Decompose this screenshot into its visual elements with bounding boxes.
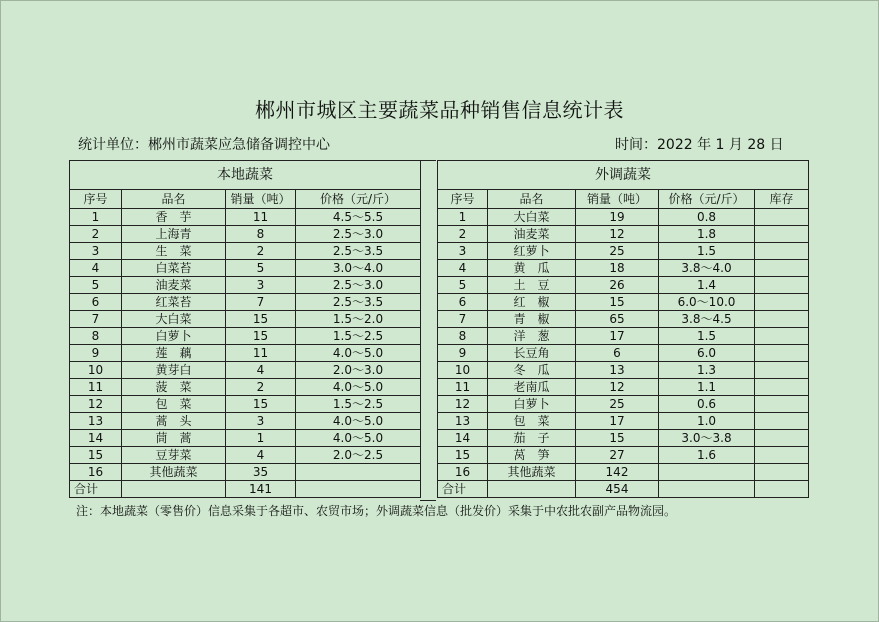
table-cell: 茼 蒿 — [122, 430, 226, 447]
table-cell: 2.5～3.5 — [296, 243, 421, 260]
column-header: 销量（吨） — [576, 190, 659, 209]
table-cell: 5 — [438, 277, 488, 294]
table-row — [70, 209, 421, 226]
table-cell: 4.0～5.0 — [296, 345, 421, 362]
table-row — [438, 328, 809, 345]
section-title: 本地蔬菜 — [70, 161, 421, 190]
table-cell: 12 — [576, 226, 659, 243]
table-cell: 11 — [226, 209, 296, 226]
table-cell — [755, 294, 809, 311]
table-cell: 油麦菜 — [488, 226, 576, 243]
table-cell: 5 — [70, 277, 122, 294]
table-cell: 6 — [70, 294, 122, 311]
imported-vegetables-table — [437, 160, 809, 498]
table-cell: 4 — [226, 447, 296, 464]
table-cell: 8 — [226, 226, 296, 243]
table-cell — [755, 430, 809, 447]
table-row — [438, 226, 809, 243]
table-cell: 莴 笋 — [488, 447, 576, 464]
table-cell: 9 — [70, 345, 122, 362]
table-row — [70, 396, 421, 413]
table-cell: 洋 葱 — [488, 328, 576, 345]
table-row — [70, 379, 421, 396]
column-header: 库存 — [755, 190, 809, 209]
table-cell: 17 — [576, 328, 659, 345]
header-row — [438, 190, 809, 209]
table-cell: 8 — [438, 328, 488, 345]
footnote: 注：本地蔬菜（零售价）信息采集于各超市、农贸市场；外调蔬菜信息（批发价）采集于中农批农副产品物流园。 — [76, 504, 677, 518]
table-cell: 香 芋 — [122, 209, 226, 226]
table-cell: 14 — [438, 430, 488, 447]
table-cell: 4 — [226, 362, 296, 379]
table-cell — [755, 277, 809, 294]
table-cell — [122, 481, 226, 498]
table-row — [70, 260, 421, 277]
table-row — [438, 260, 809, 277]
table-row — [70, 464, 421, 481]
table-cell: 青 椒 — [488, 311, 576, 328]
table-row — [70, 447, 421, 464]
table-cell — [296, 464, 421, 481]
table-cell: 1.5～2.0 — [296, 311, 421, 328]
table-cell: 3 — [226, 413, 296, 430]
table-cell: 13 — [438, 413, 488, 430]
table-cell: 12 — [70, 396, 122, 413]
table-cell: 0.6 — [659, 396, 755, 413]
table-row — [438, 362, 809, 379]
table-cell: 2 — [438, 226, 488, 243]
table-cell: 3.0～4.0 — [296, 260, 421, 277]
total-value: 141 — [226, 481, 296, 498]
table-cell: 黄 瓜 — [488, 260, 576, 277]
table-cell: 生 菜 — [122, 243, 226, 260]
table-row — [70, 413, 421, 430]
table-cell — [755, 481, 809, 498]
table-cell: 其他蔬菜 — [488, 464, 576, 481]
table-cell: 红菜苔 — [122, 294, 226, 311]
table-cell: 1.5 — [659, 243, 755, 260]
table-cell: 2.0～3.0 — [296, 362, 421, 379]
section-title: 外调蔬菜 — [438, 161, 809, 190]
column-header: 销量（吨） — [226, 190, 296, 209]
table-cell — [488, 481, 576, 498]
table-cell: 15 — [226, 396, 296, 413]
table-cell: 35 — [226, 464, 296, 481]
table-row — [438, 311, 809, 328]
table-cell: 10 — [70, 362, 122, 379]
table-cell: 2 — [226, 243, 296, 260]
table-cell: 12 — [576, 379, 659, 396]
total-row — [438, 481, 809, 498]
table-row — [438, 277, 809, 294]
table-cell: 1.4 — [659, 277, 755, 294]
table-row — [438, 294, 809, 311]
table-cell: 1.1 — [659, 379, 755, 396]
table-separator — [420, 160, 436, 501]
table-cell: 1.6 — [659, 447, 755, 464]
table-row — [438, 396, 809, 413]
table-cell: 15 — [226, 328, 296, 345]
table-cell — [755, 379, 809, 396]
table-cell: 7 — [70, 311, 122, 328]
table-cell: 3 — [226, 277, 296, 294]
table-cell: 4.0～5.0 — [296, 430, 421, 447]
total-row — [70, 481, 421, 498]
table-cell: 6.0～10.0 — [659, 294, 755, 311]
table-cell — [755, 362, 809, 379]
table-cell: 17 — [576, 413, 659, 430]
table-cell: 莲 藕 — [122, 345, 226, 362]
table-cell: 1.5 — [659, 328, 755, 345]
table-cell: 25 — [576, 396, 659, 413]
table-cell: 白菜苔 — [122, 260, 226, 277]
table-cell: 包 菜 — [488, 413, 576, 430]
column-header: 价格（元/斤） — [659, 190, 755, 209]
table-cell: 包 菜 — [122, 396, 226, 413]
table-cell — [755, 243, 809, 260]
table-row — [438, 464, 809, 481]
table-cell: 蒿 头 — [122, 413, 226, 430]
table-cell: 4.0～5.0 — [296, 413, 421, 430]
table-cell: 老南瓜 — [488, 379, 576, 396]
table-cell: 4 — [438, 260, 488, 277]
table-cell: 10 — [438, 362, 488, 379]
table-cell: 3.8～4.5 — [659, 311, 755, 328]
table-cell: 土 豆 — [488, 277, 576, 294]
table-cell — [755, 209, 809, 226]
table-cell: 15 — [226, 311, 296, 328]
table-cell: 大白菜 — [488, 209, 576, 226]
table-cell — [755, 464, 809, 481]
table-cell — [755, 413, 809, 430]
table-cell: 11 — [70, 379, 122, 396]
table-cell: 4 — [70, 260, 122, 277]
table-row — [70, 430, 421, 447]
table-cell: 3.8～4.0 — [659, 260, 755, 277]
section-title-row — [70, 161, 421, 190]
table-cell: 6.0 — [659, 345, 755, 362]
table-cell: 27 — [576, 447, 659, 464]
table-cell: 13 — [70, 413, 122, 430]
table-row — [438, 447, 809, 464]
total-label: 合计 — [438, 481, 488, 498]
table-cell: 长豆角 — [488, 345, 576, 362]
table-cell: 上海青 — [122, 226, 226, 243]
table-cell: 16 — [438, 464, 488, 481]
table-cell: 1.5～2.5 — [296, 328, 421, 345]
table-cell: 16 — [70, 464, 122, 481]
table-cell: 13 — [576, 362, 659, 379]
table-cell: 1 — [438, 209, 488, 226]
table-cell: 142 — [576, 464, 659, 481]
table-row — [70, 345, 421, 362]
column-header: 品名 — [488, 190, 576, 209]
table-cell: 冬 瓜 — [488, 362, 576, 379]
table-cell: 豆芽菜 — [122, 447, 226, 464]
table-cell: 2.5～3.0 — [296, 277, 421, 294]
table-cell: 1 — [226, 430, 296, 447]
table-cell: 1 — [70, 209, 122, 226]
table-cell — [659, 481, 755, 498]
local-vegetables-table — [69, 160, 421, 498]
table-cell: 1.5～2.5 — [296, 396, 421, 413]
page-title: 郴州市城区主要蔬菜品种销售信息统计表 — [255, 98, 624, 122]
table-cell: 65 — [576, 311, 659, 328]
table-cell: 黄芽白 — [122, 362, 226, 379]
table-cell: 11 — [226, 345, 296, 362]
table-cell — [296, 481, 421, 498]
table-cell: 4.0～5.0 — [296, 379, 421, 396]
table-cell: 0.8 — [659, 209, 755, 226]
column-header: 序号 — [70, 190, 122, 209]
table-cell: 2.5～3.0 — [296, 226, 421, 243]
table-row — [70, 362, 421, 379]
table-cell: 红萝卜 — [488, 243, 576, 260]
table-row — [70, 226, 421, 243]
table-row — [70, 243, 421, 260]
table-cell: 3.0～3.8 — [659, 430, 755, 447]
table-cell: 7 — [438, 311, 488, 328]
date-label: 时间：2022 年 1 月 28 日 — [615, 137, 784, 153]
table-row — [438, 345, 809, 362]
table-cell — [755, 447, 809, 464]
table-cell: 2.0～2.5 — [296, 447, 421, 464]
table-cell: 油麦菜 — [122, 277, 226, 294]
table-cell — [755, 345, 809, 362]
table-cell — [755, 396, 809, 413]
table-cell: 其他蔬菜 — [122, 464, 226, 481]
table-row — [438, 430, 809, 447]
table-cell: 8 — [70, 328, 122, 345]
table-cell: 3 — [70, 243, 122, 260]
total-value: 454 — [576, 481, 659, 498]
table-cell: 1.8 — [659, 226, 755, 243]
table-cell: 6 — [438, 294, 488, 311]
table-cell: 12 — [438, 396, 488, 413]
table-cell: 白萝卜 — [122, 328, 226, 345]
total-label: 合计 — [70, 481, 122, 498]
table-cell: 15 — [70, 447, 122, 464]
section-title-row — [438, 161, 809, 190]
table-row — [70, 294, 421, 311]
table-cell: 25 — [576, 243, 659, 260]
table-cell: 9 — [438, 345, 488, 362]
table-row — [438, 413, 809, 430]
table-row — [438, 209, 809, 226]
column-header: 品名 — [122, 190, 226, 209]
table-row — [70, 277, 421, 294]
table-cell — [755, 260, 809, 277]
table-cell: 18 — [576, 260, 659, 277]
table-cell: 6 — [576, 345, 659, 362]
table-cell: 3 — [438, 243, 488, 260]
table-cell — [755, 328, 809, 345]
table-cell: 1.0 — [659, 413, 755, 430]
table-cell: 大白菜 — [122, 311, 226, 328]
table-cell: 2 — [70, 226, 122, 243]
table-row — [438, 379, 809, 396]
table-cell: 茄 子 — [488, 430, 576, 447]
table-cell: 19 — [576, 209, 659, 226]
table-cell: 2.5～3.5 — [296, 294, 421, 311]
table-cell: 1.3 — [659, 362, 755, 379]
unit-label: 统计单位：郴州市蔬菜应急储备调控中心 — [78, 137, 330, 153]
table-cell: 菠 菜 — [122, 379, 226, 396]
table-cell: 7 — [226, 294, 296, 311]
table-cell — [659, 464, 755, 481]
table-cell: 15 — [576, 430, 659, 447]
table-cell: 5 — [226, 260, 296, 277]
table-cell: 15 — [576, 294, 659, 311]
table-cell: 15 — [438, 447, 488, 464]
table-cell: 白萝卜 — [488, 396, 576, 413]
table-cell — [755, 311, 809, 328]
table-cell: 14 — [70, 430, 122, 447]
column-header: 序号 — [438, 190, 488, 209]
table-cell: 4.5～5.5 — [296, 209, 421, 226]
table-cell: 26 — [576, 277, 659, 294]
table-row — [70, 328, 421, 345]
column-header: 价格（元/斤） — [296, 190, 421, 209]
table-cell: 红 椒 — [488, 294, 576, 311]
header-row — [70, 190, 421, 209]
table-row — [438, 243, 809, 260]
table-cell: 2 — [226, 379, 296, 396]
table-cell: 11 — [438, 379, 488, 396]
table-cell — [755, 226, 809, 243]
table-row — [70, 311, 421, 328]
